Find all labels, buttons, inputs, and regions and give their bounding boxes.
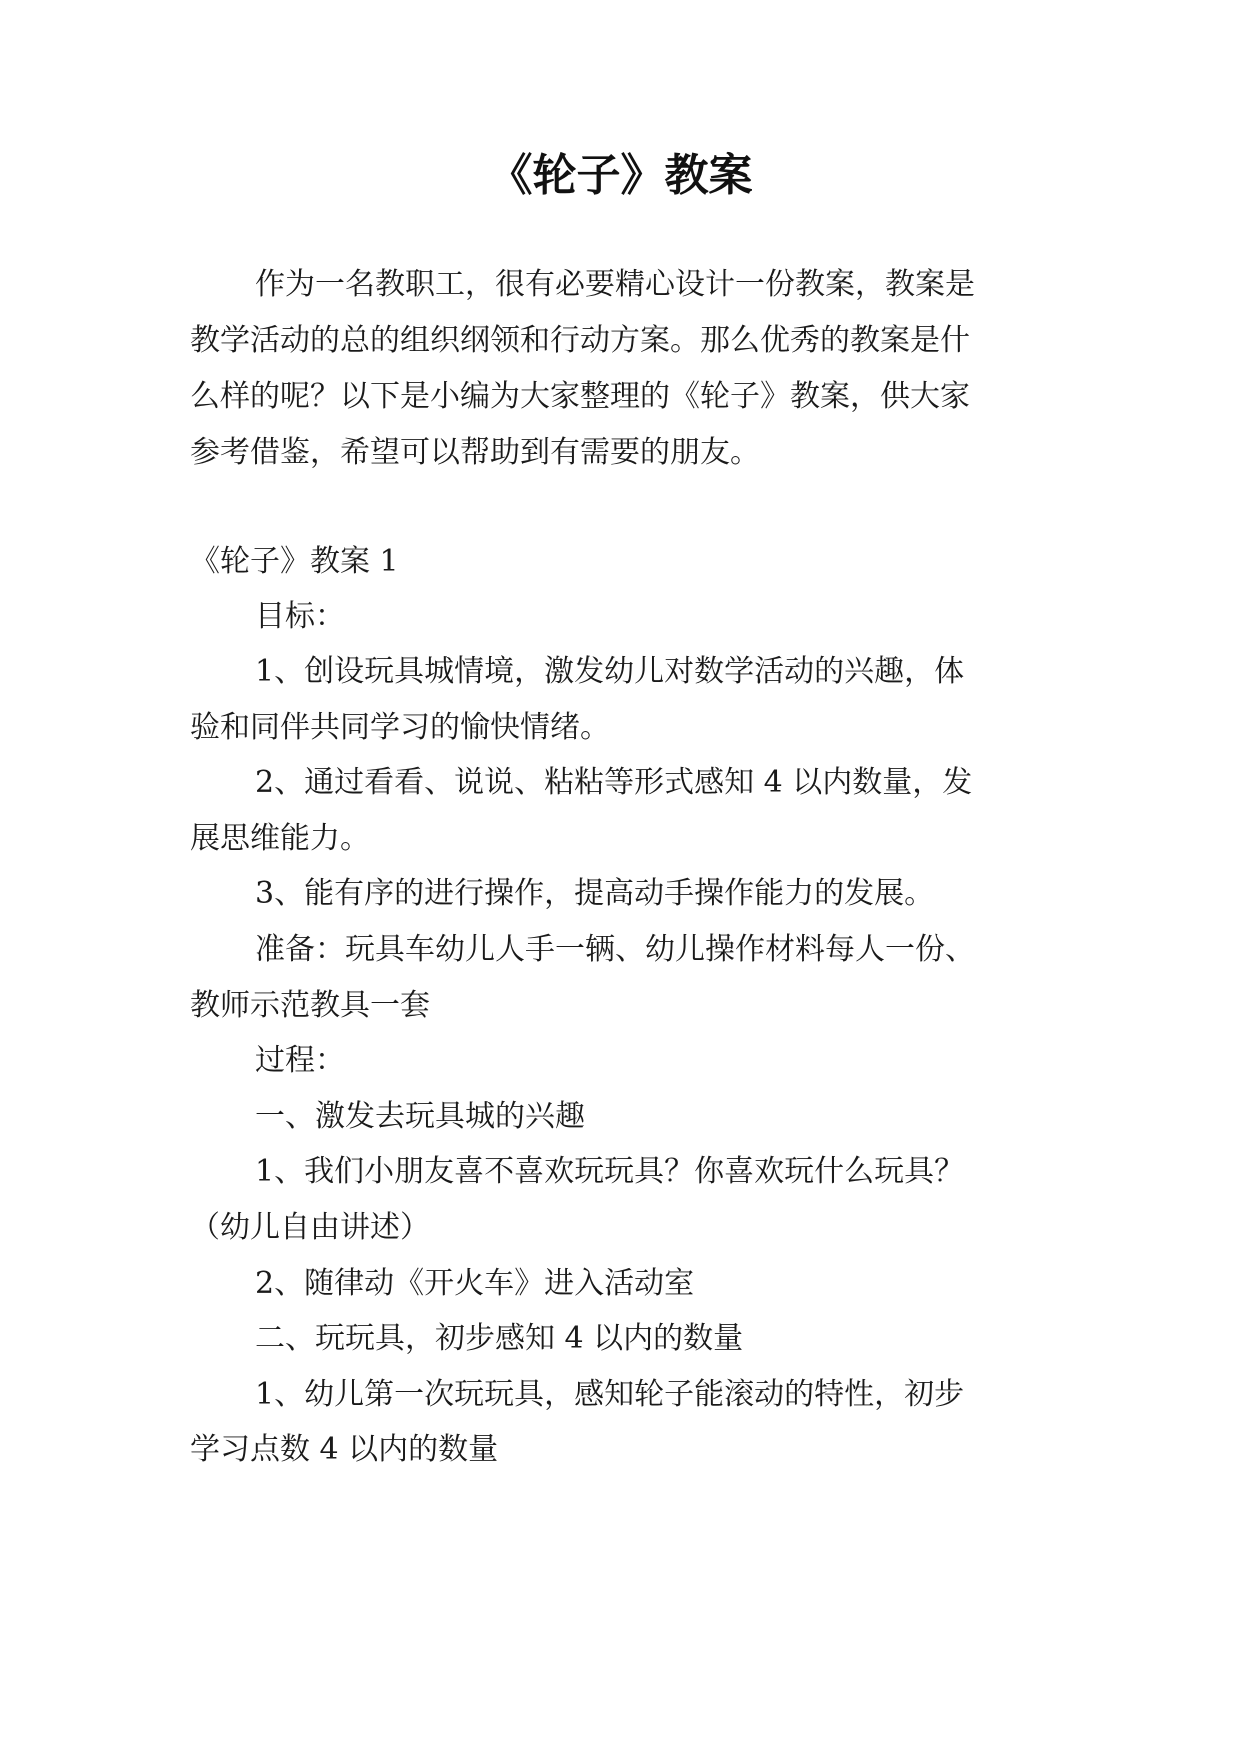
paragraph-line: 展思维能力。 (190, 821, 370, 856)
paragraph-line: 准备：玩具车幼儿人手一辆、幼儿操作材料每人一份、 (255, 932, 975, 967)
paragraph-line: 作为一名教职工，很有必要精心设计一份教案，教案是 (255, 267, 975, 302)
paragraph-line: 一、激发去玩具城的兴趣 (255, 1099, 585, 1134)
paragraph-line: 3、能有序的进行操作，提高动手操作能力的发展。 (255, 876, 935, 911)
paragraph-line: 参考借鉴，希望可以帮助到有需要的朋友。 (190, 435, 760, 470)
paragraph-line: 目标： (255, 599, 345, 634)
paragraph-line: 二、玩玩具，初步感知 4 以内的数量 (255, 1321, 744, 1356)
document-title: 《轮子》教案 (488, 150, 753, 201)
paragraph-line: 教学活动的总的组织纲领和行动方案。那么优秀的教案是什 (190, 323, 970, 358)
section-heading: 《轮子》教案 1 (190, 544, 399, 579)
paragraph-line: 1、创设玩具城情境，激发幼儿对数学活动的兴趣，体 (255, 654, 965, 689)
paragraph-line: 么样的呢？以下是小编为大家整理的《轮子》教案，供大家 (190, 379, 970, 414)
paragraph-line: 2、随律动《开火车》进入活动室 (255, 1266, 695, 1301)
paragraph-line: 2、通过看看、说说、粘粘等形式感知 4 以内数量，发 (255, 765, 973, 800)
paragraph-line: 验和同伴共同学习的愉快情绪。 (190, 710, 610, 745)
paragraph-line: 学习点数 4 以内的数量 (190, 1432, 499, 1467)
paragraph-line: 教师示范教具一套 (190, 988, 430, 1023)
paragraph-line: 1、幼儿第一次玩玩具，感知轮子能滚动的特性，初步 (255, 1377, 965, 1412)
paragraph-line: 过程： (255, 1043, 345, 1078)
paragraph-line: 1、我们小朋友喜不喜欢玩玩具？你喜欢玩什么玩具？ (255, 1154, 965, 1189)
paragraph-line: （幼儿自由讲述） (190, 1210, 430, 1245)
